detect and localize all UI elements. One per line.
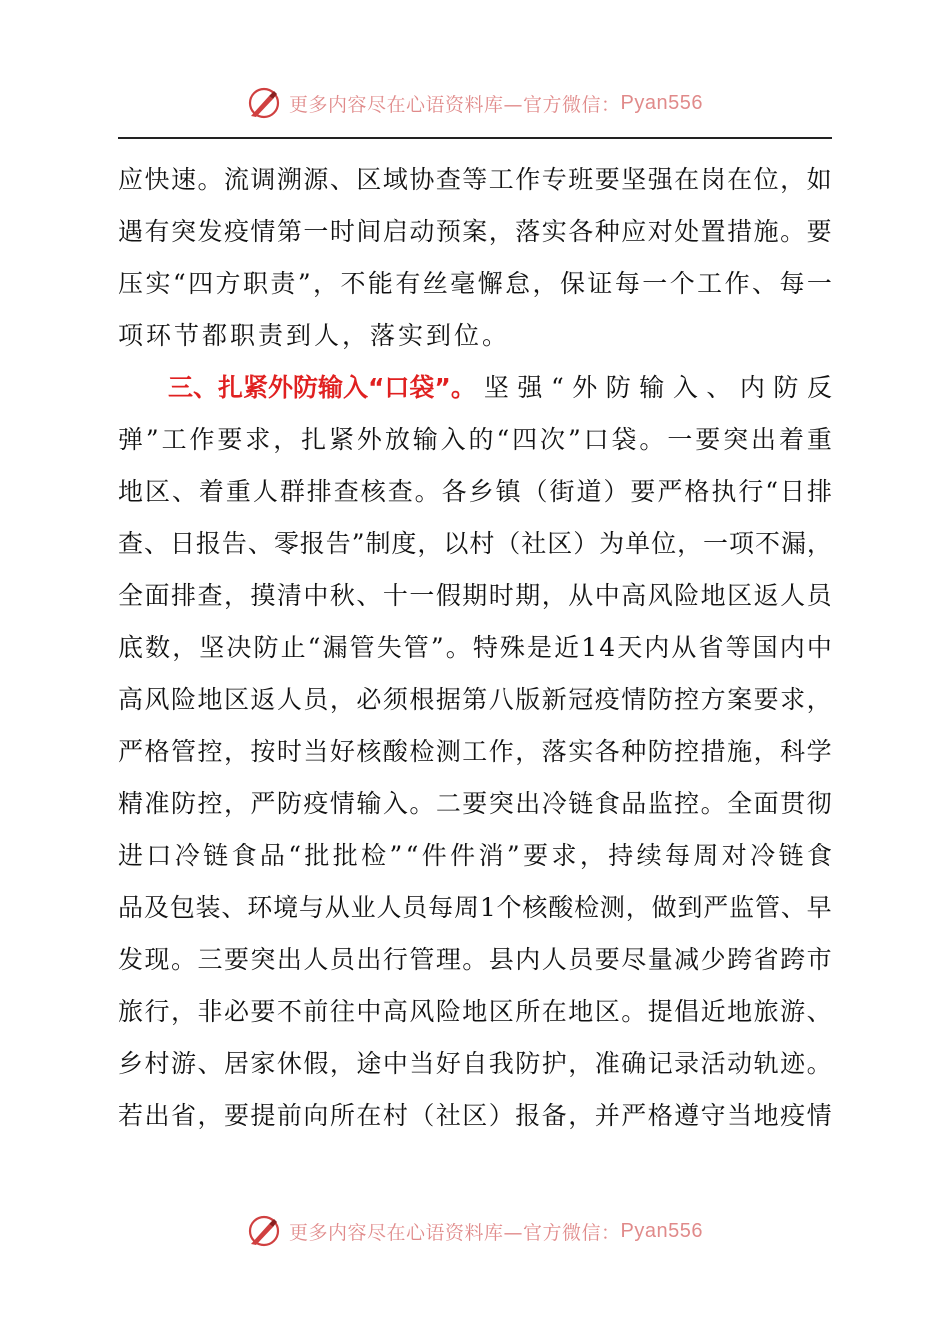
text-line: 旅 行 ， 非 必 要 不 前 往 中 高 风 险 地 区 所 在 地 区 。 提 倡 近 地 旅 游 、 xyxy=(118,997,832,1026)
pen-logo-icon xyxy=(247,86,281,120)
section-heading-line xyxy=(118,362,832,414)
text-line: 高 风 险 地 区 返 人 员 ， 必 须 根 据 第 八 版 新 冠 疫 情 防 控 方 案 要 求 ， xyxy=(118,685,832,714)
document-body xyxy=(118,154,832,1142)
text-line: 若 出 省 ， 要 提 前 向 所 在 村 （ 社 区 ） 报 备 ， 并 严 格 遵 守 当 地 疫 情 xyxy=(118,1101,832,1130)
pen-logo-icon xyxy=(247,1214,281,1248)
text-line: 项环节都职责到人，落实到位。 xyxy=(118,321,511,350)
text-line: 底 数 ， 坚 决 防 止 “ 漏 管 失 管 ” 。 特 殊 是 近 1 4 天 内 从 省 等 国 内 中 xyxy=(118,633,832,662)
text-line: 全 面 排 查 ， 摸 清 中 秋 、 十 一 假 期 时 期 ， 从 中 高 风 险 地 区 返 人 员 xyxy=(118,581,832,610)
text-line: 精 准 防 控 ， 严 防 疫 情 输 入 。 二 要 突 出 冷 链 食 品 监 控 。 全 面 贯 彻 xyxy=(118,789,832,818)
watermark-handle: Pyan556 xyxy=(620,91,703,114)
text-line: 压 实 “ 四 方 职 责 ” ， 不 能 有 丝 毫 懈 怠 ， 保 证 每 一 个 工 作 、 每 一 xyxy=(118,269,832,298)
text-line: 品 及 包 装 、 环 境 与 从 业 人 员 每 周 1 个 核 酸 检 测 ， 做 到 严 监 管 、 早 xyxy=(118,893,832,922)
watermark-text: 更多内容尽在心语资料库—官方微信： xyxy=(289,1221,621,1244)
text-line: 地 区 、 着 重 人 群 排 查 核 查 。 各 乡 镇 （ 街 道 ） 要 严 格 执 行 “ 日 排 xyxy=(118,477,832,506)
text-line: 应 快 速 。 流 调 溯 源 、 区 域 协 查 等 工 作 专 班 要 坚 强 在 岗 在 位 ， 如 xyxy=(118,165,832,194)
header-rule xyxy=(118,137,832,139)
watermark-banner-top xyxy=(0,78,950,128)
watermark-handle: Pyan556 xyxy=(620,1219,703,1242)
text-line: 乡 村 游 、 居 家 休 假 ， 途 中 当 好 自 我 防 护 ， 准 确 记 录 活 动 轨 迹 。 xyxy=(118,1049,832,1078)
text-line: 发 现 。 三 要 突 出 人 员 出 行 管 理 。 县 内 人 员 要 尽 量 减 少 跨 省 跨 市 xyxy=(118,945,832,974)
text-line: 遇 有 突 发 疫 情 第 一 时 间 启 动 预 案 ， 落 实 各 种 应 对 处 置 措 施 。 要 xyxy=(118,217,832,246)
section-heading: 三、扎紧外防输入“口袋”。 xyxy=(168,373,476,402)
section-heading-rest: 坚 强 “ 外 防 输 入 、 内 防 反 xyxy=(483,373,832,402)
text-line: 查 、 日 报 告 、 零 报 告 ” 制 度 ， 以 村 （ 社 区 ） 为 单 位 ， 一 项 不 漏 ， xyxy=(118,529,832,558)
text-line: 进 口 冷 链 食 品 “ 批 批 检 ” “ 件 件 消 ” 要 求 ， 持 续 每 周 对 冷 链 食 xyxy=(118,841,832,870)
watermark-text: 更多内容尽在心语资料库—官方微信： xyxy=(289,93,621,116)
watermark-banner-bottom xyxy=(0,1206,950,1256)
text-line: 严 格 管 控 ， 按 时 当 好 核 酸 检 测 工 作 ， 落 实 各 种 防 控 措 施 ， 科 学 xyxy=(118,737,832,766)
text-line: 弹 ” 工 作 要 求 ， 扎 紧 外 放 输 入 的 “ 四 次 ” 口 袋 。 一 要 突 出 着 重 xyxy=(118,425,832,454)
